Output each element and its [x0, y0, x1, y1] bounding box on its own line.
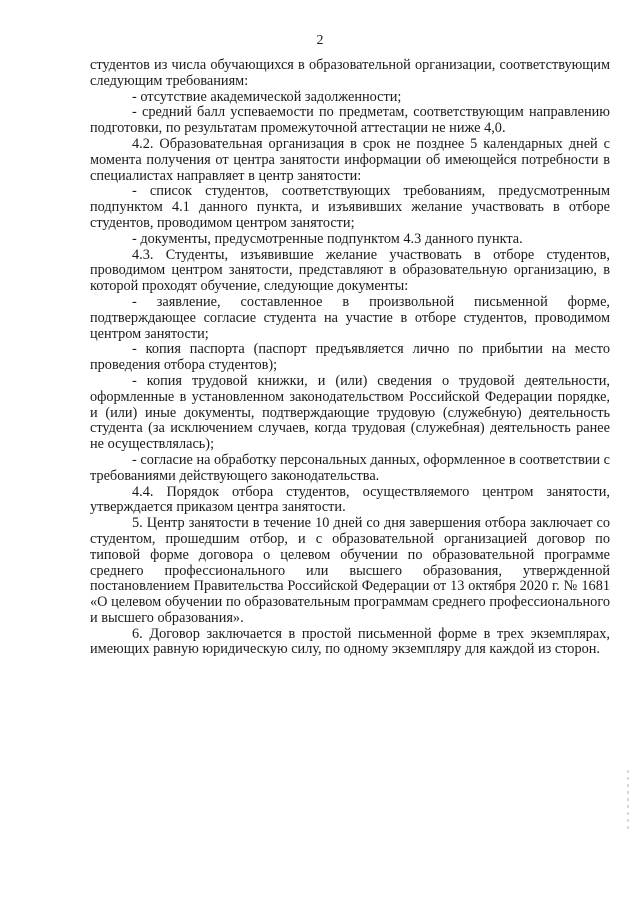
list-item: - согласие на обработку персональных данных, оформленное в соответствии с требованиями действующего законодательства. — [90, 451, 610, 484]
list-item: - копия трудовой книжки, и (или) сведения о трудовой деятельности, оформленные в установленном законодательством Российской Федерации порядке, и (или) иные документы, подтверждающие трудовую (служебную) деятельность студента (за исключением случаев, когда трудовая (служебная) деятельность ранее не осуществлялась); — [90, 372, 610, 453]
clause-6: 6. Договор заключается в простой письменной форме в трех экземплярах, имеющих равную юридическую силу, по одному экземпляру для каждой из сторон. — [90, 625, 610, 658]
list-item: - копия паспорта (паспорт предъявляется лично по прибытии на место проведения отбора студентов); — [90, 341, 610, 374]
requirement-item: - средний балл успеваемости по предметам, соответствующим направлению подготовки, по результатам промежуточной аттестации не ниже 4,0. — [90, 104, 610, 137]
clause-4-4: 4.4. Порядок отбора студентов, осуществляемого центром занятости, утверждается приказом центра занятости. — [90, 483, 610, 516]
clause-4-3: 4.3. Студенты, изъявившие желание участвовать в отборе студентов, проводимом центром занятости, представляют в образовательную организацию, в которой проходят обучение, следующие документы: — [90, 246, 610, 295]
document-body — [90, 58, 610, 658]
scan-artifact — [627, 770, 629, 830]
page-number: 2 — [316, 33, 324, 48]
list-item: - список студентов, соответствующих требованиям, предусмотренным подпунктом 4.1 данного пункта, и изъявивших желание участвовать в отборе студентов, проводимом центром занятости; — [90, 183, 610, 231]
clause-5: 5. Центр занятости в течение 10 дней со дня завершения отбора заключает со студентом, прошедшим отбор, и с образовательной организацией договор по типовой форме договора о целевом обучении по образовательной программе среднего профессионального или высшего образования, утвержденной постановлением Правительства Российской Федерации от 13 октября 2020 г. № 1681 «О целевом обучении по образовательным программам среднего профессионального и высшего образования». — [90, 515, 610, 626]
list-item: - заявление, составленное в произвольной письменной форме, подтверждающее согласие студента на участие в отборе студентов, проводимом центром занятости; — [90, 293, 610, 342]
list-item: - документы, предусмотренные подпунктом 4.3 данного пункта. — [132, 230, 523, 247]
paragraph-continuation: студентов из числа обучающихся в образовательной организации, соответствующим следующим требованиям: — [90, 57, 610, 89]
clause-4-2: 4.2. Образовательная организация в срок не позднее 5 календарных дней с момента получения от центра занятости информации об имеющейся потребности в специалистах направляет в центр занятости: — [90, 135, 610, 184]
requirement-item: - отсутствие академической задолженности; — [132, 88, 402, 105]
